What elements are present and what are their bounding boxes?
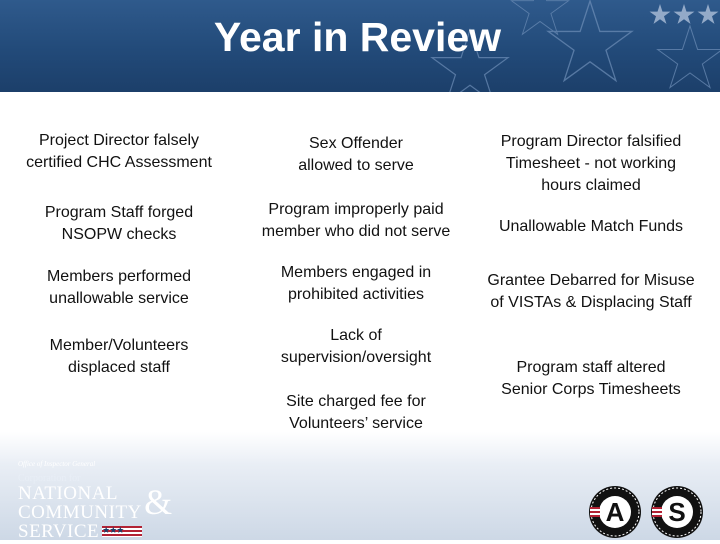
review-item: Members performed unallowable service xyxy=(46,268,192,307)
americorps-seal xyxy=(588,485,642,539)
review-item: Site charged fee for Volunteers’ service xyxy=(286,393,426,432)
review-item: Program staff altered Senior Corps Timesheets xyxy=(501,359,681,398)
title-banner xyxy=(0,0,720,92)
review-item: Unallowable Match Funds xyxy=(498,218,684,235)
review-item: Program Director falsified Timesheet - not working hours claimed xyxy=(500,133,682,194)
review-item: Member/Volunteers displaced staff xyxy=(49,337,189,376)
review-item: Lack of supervision/oversight xyxy=(280,327,432,366)
seal-letter-s: S xyxy=(668,497,686,527)
corp-line: Corporation for xyxy=(18,473,81,484)
review-item: Program improperly paid member who did not serve xyxy=(261,201,451,240)
review-item: Project Director falsely certified CHC Assessment xyxy=(26,132,212,171)
review-item: Grantee Debarred for Misuse of VISTAs & Displacing Staff xyxy=(487,272,695,311)
oig-label: Office of Inspector General xyxy=(18,460,96,468)
slide-title: Year in Review xyxy=(213,14,502,60)
logo-flag-stars-icon: ★★★ xyxy=(102,526,142,537)
review-item: Members engaged in prohibited activities xyxy=(280,264,432,303)
logo-service: SERVICE xyxy=(18,521,100,542)
logo-community: COMMUNITY xyxy=(18,502,142,523)
seal-letter-a: A xyxy=(605,497,625,527)
senior-corps-seal xyxy=(650,485,704,539)
logo-ampersand: & xyxy=(144,482,173,522)
cncs-logo xyxy=(18,460,173,542)
review-item: Program Staff forged NSOPW checks xyxy=(44,204,194,243)
review-item: Sex Offender allowed to serve xyxy=(298,135,414,174)
logo-national: NATIONAL xyxy=(18,483,119,504)
